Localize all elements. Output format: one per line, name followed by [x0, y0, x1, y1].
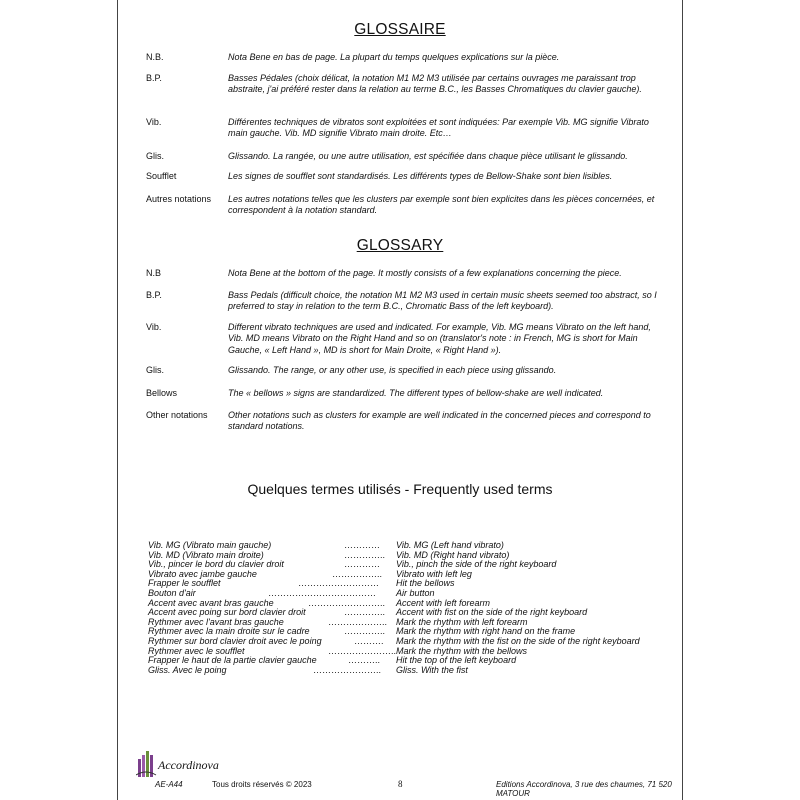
entry-term: B.P. — [146, 73, 162, 83]
term-en: Mark the rhythm with left forearm — [396, 616, 528, 627]
dot-leader: ………… — [344, 559, 380, 570]
term-fr: Rythmer avec la main droite sur le cadre — [148, 626, 310, 637]
entry-definition: Other notations such as clusters for example are well indicated in the concerned pieces and correspond to standard notations. — [228, 410, 651, 432]
dot-leader: ……………….. — [328, 616, 388, 627]
logo-bar — [138, 759, 141, 777]
term-en: Hit the bellows — [396, 578, 455, 589]
terms-row — [148, 666, 668, 676]
terms-title: Quelques termes utilisés - Frequently used terms — [247, 481, 553, 497]
term-en: Accent with fist on the side of the right keyboard — [396, 607, 588, 618]
term-fr: Frapper le haut de la partie clavier gauche — [148, 655, 317, 666]
document-page — [117, 0, 683, 800]
entry-definition: Different vibrato techniques are used and indicated. For example, Vib. MG means Vibrato on the left hand, Vib. MD means Vibrato on the Right Hand and so on (translator's note : in French, MG is short for Main Gauche, « Left Hand », MD is short for Main Droite, « Right Hand »). — [228, 322, 651, 355]
dot-leader: ………….. — [344, 549, 386, 560]
entry-term: Glis. — [146, 151, 164, 161]
term-fr: Accent avec poing sur bord clavier droit — [148, 607, 306, 618]
entry-term: Soufflet — [146, 171, 177, 181]
dot-leader: ………………….. — [313, 664, 382, 675]
dot-leader: ……………………… — [298, 578, 379, 589]
entry-term: Vib. — [146, 117, 162, 127]
entry-term: Glis. — [146, 365, 164, 375]
term-en: Vib. MG (Left hand vibrato) — [396, 540, 504, 550]
entry-definition: Les autres notations telles que les clusters par exemple sont bien explicites dans les pièces concernées, et correspondent à la notation standard. — [228, 194, 655, 216]
term-fr: Frapper le soufflet — [148, 578, 221, 589]
term-fr: Vib. MG (Vibrato main gauche) — [148, 540, 272, 550]
term-fr: Rythmer sur bord clavier droit avec le poing — [148, 635, 322, 646]
term-en: Gliss. With the fist — [396, 664, 468, 675]
entry-term: N.B. — [146, 52, 164, 62]
term-en: Mark the rhythm with the fist on the side of the right keyboard — [396, 635, 640, 646]
dot-leader: ………………….. — [328, 645, 397, 656]
entry-definition: Nota Bene en bas de page. La plupart du temps quelques explications sur la pièce. — [228, 52, 560, 62]
publisher-address: Editions Accordinova, 3 rue des chaumes, 71 520 MATOUR — [496, 780, 672, 798]
dot-leader: …………….. — [332, 568, 383, 579]
catalog-code: AE-A44 — [155, 780, 183, 789]
entry-definition: The « bellows » signs are standardized. The different types of bellow-shake are well indicated. — [228, 388, 604, 398]
term-fr: Vib. MD (Vibrato main droite) — [148, 549, 264, 560]
dot-leader: ………….. — [344, 626, 386, 637]
term-en: Vibrato with left leg — [396, 568, 472, 579]
entry-definition: Glissando. The range, or any other use, is specified in each piece using glissando. — [228, 365, 557, 375]
term-en: Vib. MD (Right hand vibrato) — [396, 549, 510, 560]
entry-term: Vib. — [146, 322, 162, 332]
entry-definition: Basses Pédales (choix délicat, la notation M1 M2 M3 utilisée par certains ouvrages me paraissant trop abstraite, j'ai préféré rester dans la relation au terme B.C., les Basses Chromatiques du clavier gauche). — [228, 73, 642, 95]
term-en: Hit the top of the left keyboard — [396, 655, 517, 666]
term-en: Accent with left forearm — [396, 597, 491, 608]
term-fr: Bouton d'air — [148, 587, 196, 598]
entry-term: Other notations — [146, 410, 208, 420]
entry-term: N.B — [146, 268, 162, 278]
dot-leader: ……………………………… — [268, 587, 376, 598]
term-en: Vib., pinch the side of the right keyboard — [396, 559, 557, 570]
entry-term: Bellows — [146, 388, 178, 398]
term-fr: Gliss. Avec le poing — [148, 664, 227, 675]
term-en: Mark the rhythm with right hand on the frame — [396, 626, 576, 637]
term-fr: Vibrato avec jambe gauche — [148, 568, 257, 579]
term-fr: Rythmer avec le soufflet — [148, 645, 245, 656]
copyright-text: Tous droits réservés © 2023 — [212, 780, 312, 789]
entry-definition: Glissando. La rangée, ou une autre utilisation, est spécifiée dans chaque pièce utilisant le glissando. — [228, 151, 628, 161]
logo-bar — [142, 755, 145, 777]
dot-leader: ………….. — [344, 607, 386, 618]
term-fr: Vib., pincer le bord du clavier droit — [148, 559, 284, 570]
dot-leader: ………… — [344, 540, 380, 550]
entry-definition: Différentes techniques de vibratos sont exploitées et sont indiquées: Par exemple Vib. MG signifie Vibrato main gauche. Vib. MD signifie Vibrato main droite. Etc… — [228, 117, 649, 139]
term-en: Air button — [396, 587, 435, 598]
terms-table — [148, 541, 668, 675]
logo-bar — [146, 751, 149, 777]
entry-definition: Nota Bene at the bottom of the page. It mostly consists of a few explanations concerning the piece. — [228, 268, 622, 278]
term-fr: Rythmer avec l'avant bras gauche — [148, 616, 284, 627]
page-number: 8 — [398, 779, 403, 789]
glossary-title: GLOSSARY — [356, 237, 444, 254]
term-en: Mark the rhythm with the bellows — [396, 645, 528, 656]
dot-leader: ……….. — [348, 655, 381, 666]
entry-definition: Les signes de soufflet sont standardisés. Les différents types de Bellow-Shake sont bien lisibles. — [228, 171, 613, 181]
entry-term: Autres notations — [146, 194, 212, 204]
entry-term: B.P. — [146, 290, 162, 300]
term-fr: Accent avec avant bras gauche — [148, 597, 274, 608]
logo-wordmark: Accordinova — [158, 758, 219, 772]
entry-definition: Bass Pedals (difficult choice, the notation M1 M2 M3 used in certain music sheets seemed too abstract, so I preferred to stay in relation to the term B.C., Chromatic Bass of the left keyboard). — [228, 290, 657, 312]
dot-leader: ………. — [354, 635, 384, 646]
dot-leader: …………………….. — [308, 597, 386, 608]
glossaire-title: GLOSSAIRE — [354, 21, 446, 38]
